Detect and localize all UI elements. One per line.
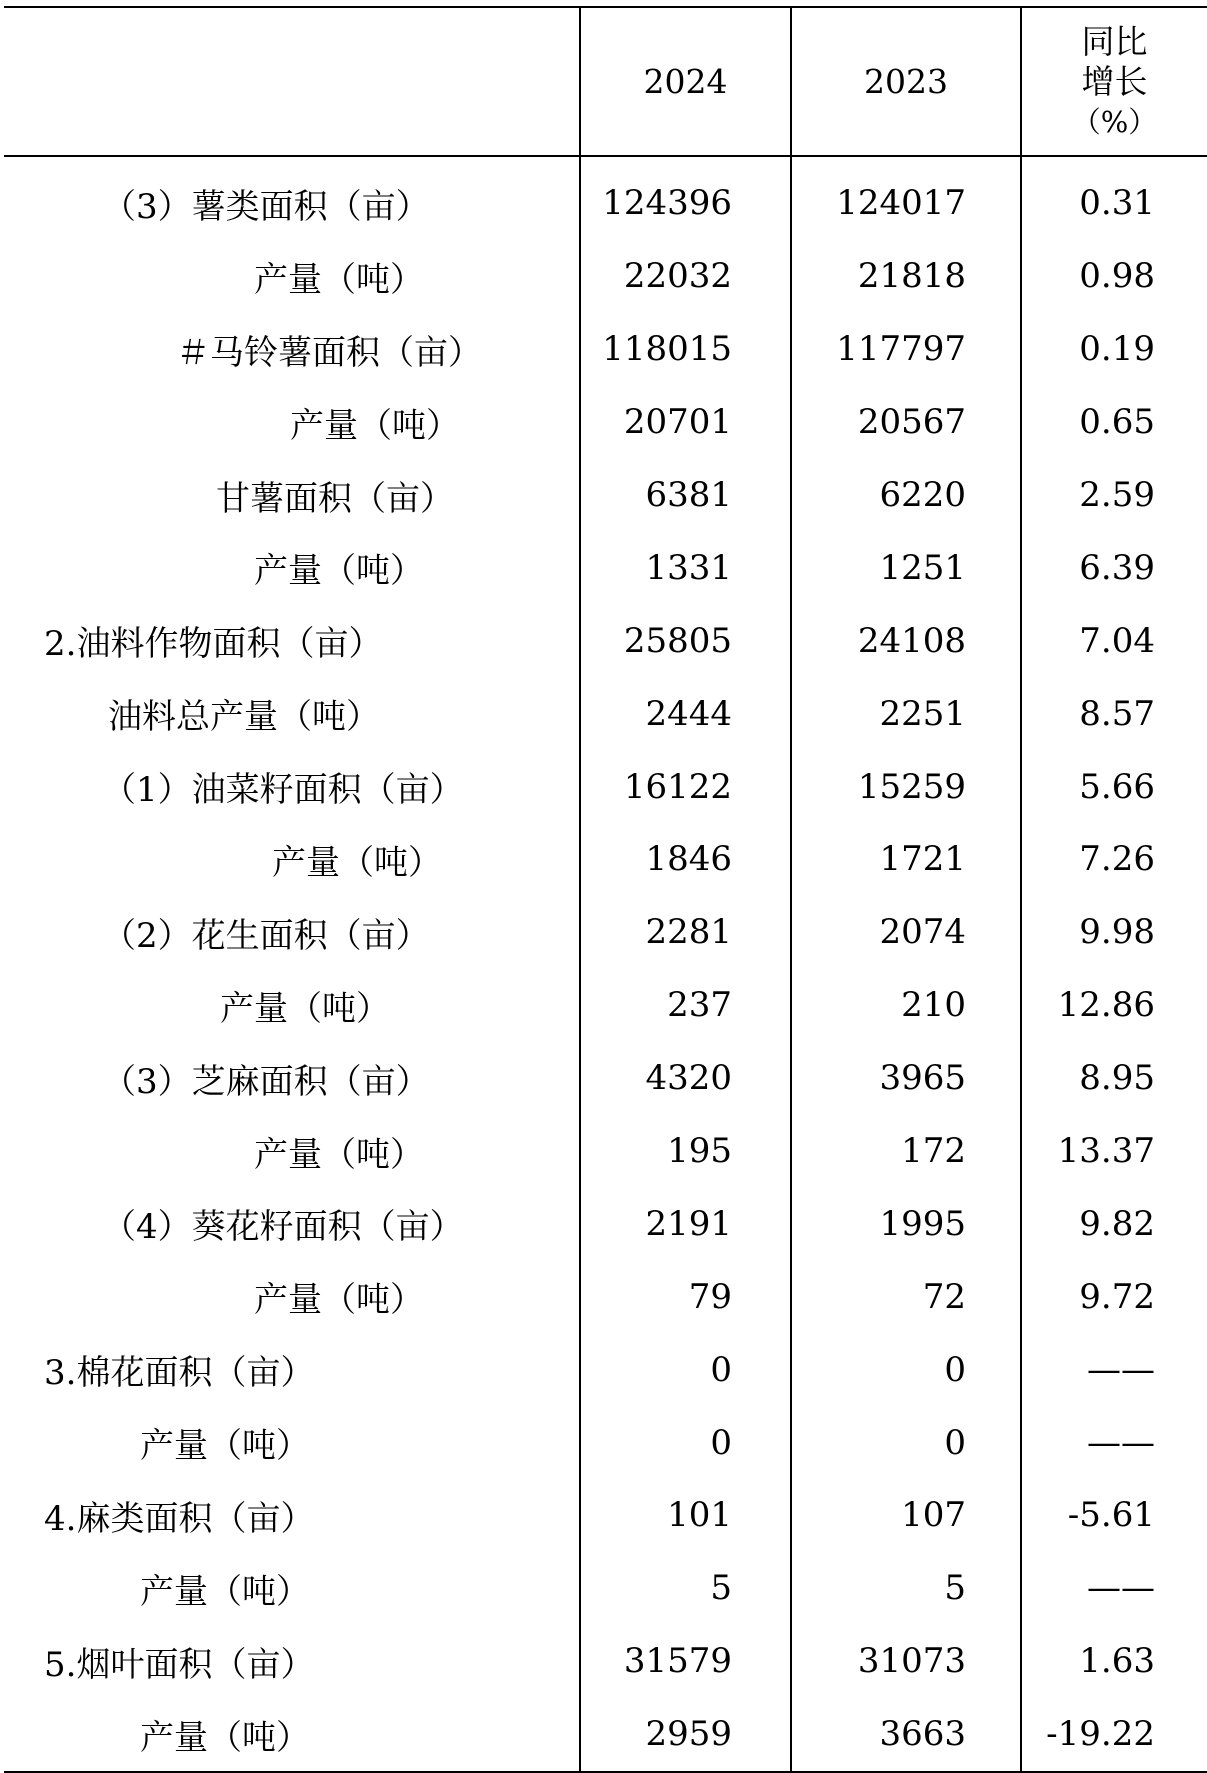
value-2024: 1846 xyxy=(580,823,791,896)
row-label: 产量（吨） xyxy=(4,1698,580,1772)
table-row xyxy=(4,459,1207,532)
value-2024: 101 xyxy=(580,1479,791,1552)
table-row xyxy=(4,1698,1207,1772)
value-2024: 16122 xyxy=(580,750,791,823)
value-2023: 3965 xyxy=(791,1042,1021,1115)
row-label: 5.烟叶面积（亩） xyxy=(44,1644,315,1685)
value-2024: 79 xyxy=(580,1260,791,1333)
value-yoy: 5.66 xyxy=(1021,750,1207,823)
value-2023: 2251 xyxy=(791,677,1021,750)
value-2024: 118015 xyxy=(580,313,791,386)
table-row xyxy=(4,1479,1207,1552)
table-row xyxy=(4,240,1207,313)
row-label: 4.麻类面积（亩） xyxy=(44,1498,315,1539)
table-row xyxy=(4,313,1207,386)
row-label: 产量（吨） xyxy=(272,842,442,883)
table-header xyxy=(4,7,1207,156)
statistics-table xyxy=(4,6,1207,1773)
value-2024: 237 xyxy=(580,969,791,1042)
row-label: 3.棉花面积（亩） xyxy=(44,1353,315,1394)
value-yoy: 7.04 xyxy=(1021,604,1207,677)
value-yoy: 6.39 xyxy=(1021,531,1207,604)
table-row xyxy=(4,1042,1207,1115)
value-yoy: 1.63 xyxy=(1021,1625,1207,1698)
header-row xyxy=(4,7,1207,156)
value-yoy: 0.98 xyxy=(1021,240,1207,313)
row-label: 产量（吨） xyxy=(254,1280,424,1321)
value-2023: 2074 xyxy=(791,896,1021,969)
header-yoy-line1: 同比 xyxy=(1081,21,1148,61)
value-2023: 31073 xyxy=(791,1625,1021,1698)
table-row xyxy=(4,1625,1207,1698)
row-label: 油料总产量（吨） xyxy=(108,697,380,738)
value-yoy: 2.59 xyxy=(1021,459,1207,532)
row-label: （4）葵花籽面积（亩） xyxy=(102,1207,464,1248)
value-2023: 24108 xyxy=(791,604,1021,677)
value-2024: 0 xyxy=(580,1406,791,1479)
value-2024: 20701 xyxy=(580,386,791,459)
row-label: 产量（吨） xyxy=(254,259,424,300)
value-yoy: 9.72 xyxy=(1021,1260,1207,1333)
value-2024: 124396 xyxy=(580,156,791,240)
table-row xyxy=(4,386,1207,459)
value-yoy: -5.61 xyxy=(1021,1479,1207,1552)
table-body xyxy=(4,156,1207,1772)
table-row xyxy=(4,896,1207,969)
value-yoy: 0.65 xyxy=(1021,386,1207,459)
value-yoy: 8.57 xyxy=(1021,677,1207,750)
value-yoy: —— xyxy=(1021,1406,1207,1479)
row-label: 甘薯面积（亩） xyxy=(216,478,454,519)
row-label: （3）芝麻面积（亩） xyxy=(102,1061,430,1102)
value-2024: 2191 xyxy=(580,1187,791,1260)
table-row xyxy=(4,750,1207,823)
value-2024: 1331 xyxy=(580,531,791,604)
value-yoy: 7.26 xyxy=(1021,823,1207,896)
value-2024: 195 xyxy=(580,1115,791,1188)
value-2024: 5 xyxy=(580,1552,791,1625)
value-yoy: —— xyxy=(1021,1333,1207,1406)
table-row xyxy=(4,1115,1207,1188)
value-2023: 3663 xyxy=(791,1698,1021,1772)
header-yoy-growth xyxy=(1021,7,1207,156)
value-2023: 15259 xyxy=(791,750,1021,823)
value-2023: 0 xyxy=(791,1333,1021,1406)
value-yoy: 9.98 xyxy=(1021,896,1207,969)
value-yoy: -19.22 xyxy=(1021,1698,1207,1772)
table-row xyxy=(4,677,1207,750)
table-row xyxy=(4,1552,1207,1625)
value-2024: 2444 xyxy=(580,677,791,750)
table-row xyxy=(4,156,1207,240)
value-2023: 1721 xyxy=(791,823,1021,896)
value-2023: 5 xyxy=(791,1552,1021,1625)
value-2023: 20567 xyxy=(791,386,1021,459)
row-label: 2.油料作物面积（亩） xyxy=(44,624,383,665)
row-label: （1）油菜籽面积（亩） xyxy=(102,770,464,811)
value-yoy: 8.95 xyxy=(1021,1042,1207,1115)
header-yoy-line3: （%） xyxy=(1071,104,1158,139)
value-2024: 22032 xyxy=(580,240,791,313)
header-year-current: 2024 xyxy=(580,7,791,156)
value-yoy: 13.37 xyxy=(1021,1115,1207,1188)
row-label: ＃马铃薯面积（亩） xyxy=(176,332,482,373)
value-2024: 2959 xyxy=(580,1698,791,1772)
value-yoy: 0.31 xyxy=(1021,156,1207,240)
value-2023: 1995 xyxy=(791,1187,1021,1260)
value-2023: 1251 xyxy=(791,531,1021,604)
value-2023: 6220 xyxy=(791,459,1021,532)
table-row xyxy=(4,969,1207,1042)
header-yoy-line2: 增长 xyxy=(1081,61,1148,101)
row-label: （2）花生面积（亩） xyxy=(102,915,430,956)
row-label: 产量（吨） xyxy=(220,988,390,1029)
value-2024: 25805 xyxy=(580,604,791,677)
value-2023: 117797 xyxy=(791,313,1021,386)
row-label: （3）薯类面积（亩） xyxy=(102,186,430,227)
table-row xyxy=(4,1260,1207,1333)
row-label: 产量（吨） xyxy=(254,551,424,592)
row-label: 产量（吨） xyxy=(254,1134,424,1175)
value-2023: 21818 xyxy=(791,240,1021,313)
value-yoy: —— xyxy=(1021,1552,1207,1625)
table-row xyxy=(4,604,1207,677)
value-2023: 72 xyxy=(791,1260,1021,1333)
table-row xyxy=(4,1187,1207,1260)
value-2023: 107 xyxy=(791,1479,1021,1552)
value-yoy: 12.86 xyxy=(1021,969,1207,1042)
table-row xyxy=(4,823,1207,896)
value-2023: 172 xyxy=(791,1115,1021,1188)
value-2023: 124017 xyxy=(791,156,1021,240)
table-row xyxy=(4,1406,1207,1479)
value-2024: 4320 xyxy=(580,1042,791,1115)
value-2024: 0 xyxy=(580,1333,791,1406)
table-row xyxy=(4,531,1207,604)
value-yoy: 0.19 xyxy=(1021,313,1207,386)
row-label: 产量（吨） xyxy=(140,1571,310,1612)
row-label: 产量（吨） xyxy=(290,405,460,446)
header-year-previous: 2023 xyxy=(791,7,1021,156)
value-yoy: 9.82 xyxy=(1021,1187,1207,1260)
row-label: 产量（吨） xyxy=(140,1426,310,1467)
value-2023: 210 xyxy=(791,969,1021,1042)
value-2024: 6381 xyxy=(580,459,791,532)
value-2024: 31579 xyxy=(580,1625,791,1698)
header-label-cell xyxy=(4,7,580,156)
table-row xyxy=(4,1333,1207,1406)
value-2024: 2281 xyxy=(580,896,791,969)
value-2023: 0 xyxy=(791,1406,1021,1479)
